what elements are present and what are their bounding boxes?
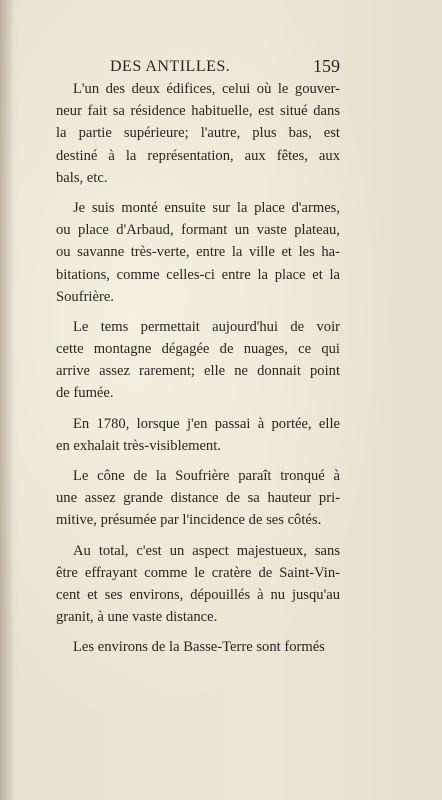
text-line: L'un des deux édifices, celui où le gouver- bbox=[73, 81, 340, 97]
running-head: DES ANTILLES. bbox=[110, 58, 231, 75]
text-line: neur fait sa résidence habituelle, est situé dans bbox=[56, 103, 340, 120]
paragraph-gap bbox=[56, 628, 340, 636]
text-line: mitive, présumée par l'incidence de ses côtés. bbox=[56, 512, 322, 529]
text-line: destiné à la représentation, aux fêtes, aux bbox=[56, 147, 340, 164]
text-line: la partie supérieure; l'autre, plus bas, est bbox=[56, 125, 340, 142]
page-header bbox=[90, 58, 340, 80]
page-number: 159 bbox=[313, 56, 340, 76]
text-line: Soufrière. bbox=[56, 288, 114, 305]
text-line: ou savanne très-verte, entre la ville et les ha- bbox=[56, 244, 340, 261]
text-line: une assez grande distance de sa hauteur pri- bbox=[56, 490, 340, 507]
paragraph-gap bbox=[56, 532, 340, 540]
text-line: arrive assez rarement; elle ne donnait point bbox=[56, 363, 340, 380]
paragraph-gap bbox=[56, 308, 340, 316]
text-line: Je suis monté ensuite sur la place d'armes, bbox=[73, 199, 340, 216]
text-line: être effrayant comme le cratère de Saint-Vin- bbox=[56, 564, 340, 581]
text-line: En 1780, lorsque j'en passai à portée, elle bbox=[73, 415, 340, 432]
body-text bbox=[56, 78, 340, 659]
text-line: bals, etc. bbox=[56, 169, 108, 186]
paragraph-gap bbox=[56, 457, 340, 465]
text-line: Au total, c'est un aspect majestueux, sans bbox=[73, 542, 340, 559]
text-line: en exhalait très-visiblement. bbox=[56, 437, 221, 454]
text-line: cent et ses environs, dépouillés à nu jusqu'au bbox=[56, 586, 340, 603]
paragraph-gap bbox=[56, 405, 340, 413]
binding-shadow bbox=[0, 0, 14, 800]
paragraph-gap bbox=[56, 189, 340, 197]
text-line: granit, à une vaste distance. bbox=[56, 609, 218, 626]
text-line: Le tems permettait aujourd'hui de voir bbox=[73, 318, 340, 335]
text-line: ou place d'Arbaud, formant un vaste plateau, bbox=[56, 222, 340, 239]
text-line: de fumée. bbox=[56, 385, 114, 402]
text-line: Les environs de la Basse-Terre sont formés bbox=[73, 639, 325, 656]
text-line: cette montagne dégagée de nuages, ce qui bbox=[56, 341, 340, 358]
text-line: bitations, comme celles-ci entre la place et la bbox=[56, 266, 340, 283]
text-line: Le cône de la Soufrière paraît tronqué à bbox=[73, 468, 340, 484]
